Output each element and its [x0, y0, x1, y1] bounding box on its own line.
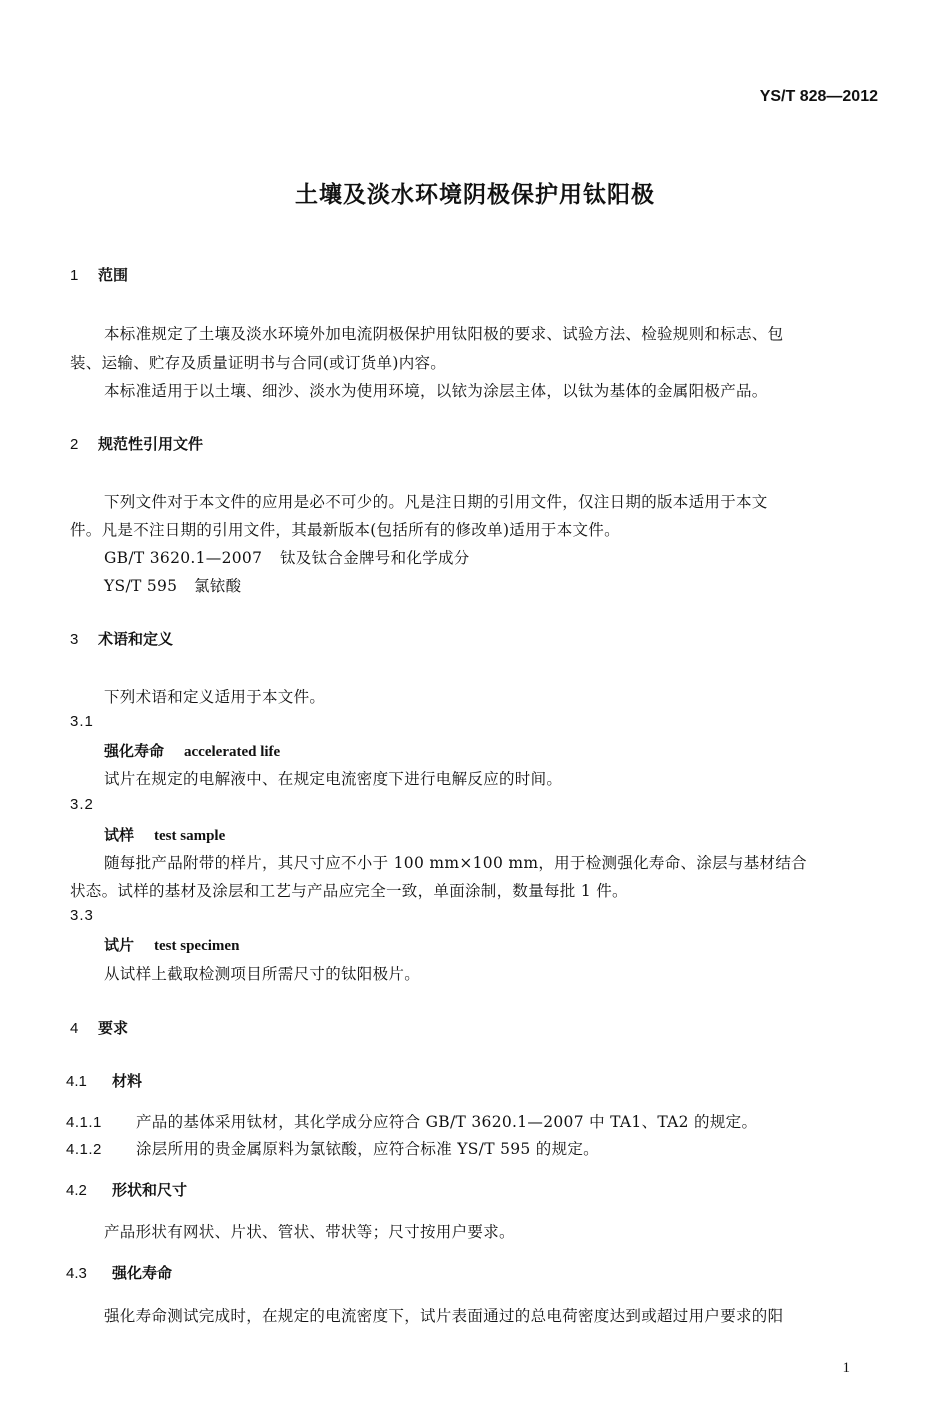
subsection-number: 4.1 [66, 1073, 87, 1090]
scope-applicability-paragraph: 本标准适用于以土壤、细沙、淡水为使用环境，以铱为涂层主体，以钛为基体的金属阳极产品。 [104, 382, 768, 400]
section-number: 3 [70, 631, 79, 648]
subsection-4-3-heading [66, 1262, 172, 1283]
reference-name: 钛及钛合金牌号和化学成分 [280, 549, 470, 567]
reference-item [104, 574, 241, 596]
normative-refs-paragraph-line: 件。凡是不注日期的引用文件，其最新版本(包括所有的修改单)适用于本文件。 [70, 521, 620, 539]
clause-number: 4.1.2 [66, 1141, 102, 1158]
section-title: 术语和定义 [98, 630, 174, 648]
subsection-number: 4.2 [66, 1182, 87, 1199]
term-entry [104, 934, 239, 955]
subsection-title: 材料 [112, 1072, 143, 1090]
reference-item [104, 546, 470, 568]
term-definition-line: 随每批产品附带的样片，其尺寸应不小于 100 mm×100 mm，用于检测强化寿命、涂层与基材结合 [104, 854, 807, 872]
term-number: 3.3 [70, 907, 94, 924]
document-title: 土壤及淡水环境阴极保护用钛阳极 [295, 182, 655, 208]
section-number: 4 [70, 1020, 79, 1037]
reference-code: GB/T 3620.1—2007 [104, 549, 263, 567]
subsection-title: 强化寿命 [112, 1264, 173, 1282]
term-english: test specimen [154, 938, 240, 954]
terms-intro: 下列术语和定义适用于本文件。 [104, 688, 326, 706]
section-title: 范围 [98, 266, 129, 284]
term-number: 3.1 [70, 713, 94, 730]
term-number: 3.2 [70, 796, 94, 813]
clause-text: 涂层所用的贵金属原料为氯铱酸，应符合标准 YS/T 595 的规定。 [136, 1140, 599, 1158]
section-3-heading [70, 628, 173, 649]
term-chinese: 强化寿命 [104, 742, 165, 760]
clause-4-1-1 [66, 1110, 757, 1132]
term-entry [104, 824, 225, 845]
section-title: 规范性引用文件 [98, 435, 204, 453]
section-4-heading [70, 1017, 128, 1038]
term-entry [104, 740, 280, 761]
subsection-4-1-heading [66, 1070, 142, 1091]
clause-4-1-2 [66, 1137, 599, 1159]
clause-text: 产品的基体采用钛材，其化学成分应符合 GB/T 3620.1—2007 中 TA1、TA2 的规定。 [136, 1113, 758, 1131]
page-number: 1 [842, 1360, 850, 1376]
term-chinese: 试样 [104, 826, 135, 844]
term-definition-line: 状态。试样的基材及涂层和工艺与产品应完全一致，单面涂制，数量每批 1 件。 [70, 882, 628, 900]
term-chinese: 试片 [104, 936, 135, 954]
term-definition: 从试样上截取检测项目所需尺寸的钛阳极片。 [104, 965, 421, 983]
section-2-heading [70, 433, 203, 454]
term-definition: 试片在规定的电解液中、在规定电流密度下进行电解反应的时间。 [104, 770, 563, 788]
scope-paragraph-line: 装、运输、贮存及质量证明书与合同(或订货单)内容。 [70, 354, 447, 372]
section-number: 2 [70, 436, 79, 453]
reference-name: 氯铱酸 [194, 577, 242, 595]
section-number: 1 [70, 267, 79, 284]
subsection-number: 4.3 [66, 1265, 87, 1282]
standard-code: YS/T 828—2012 [759, 88, 878, 105]
normative-refs-paragraph-line: 下列文件对于本文件的应用是必不可少的。凡是注日期的引用文件，仅注日期的版本适用于本文 [104, 493, 768, 511]
subsection-4-2-heading [66, 1179, 187, 1200]
term-english: test sample [154, 828, 226, 844]
subsection-title: 形状和尺寸 [112, 1181, 188, 1199]
shape-size-paragraph: 产品形状有网状、片状、管状、带状等；尺寸按用户要求。 [104, 1223, 515, 1241]
reference-code: YS/T 595 [104, 577, 178, 595]
accelerated-life-paragraph: 强化寿命测试完成时，在规定的电流密度下，试片表面通过的总电荷密度达到或超过用户要求的阳 [104, 1307, 784, 1325]
section-1-heading [70, 264, 128, 285]
section-title: 要求 [98, 1019, 129, 1037]
clause-number: 4.1.1 [66, 1114, 102, 1131]
term-english: accelerated life [184, 744, 281, 760]
scope-paragraph-line: 本标准规定了土壤及淡水环境外加电流阴极保护用钛阳极的要求、试验方法、检验规则和标志、包 [104, 325, 784, 343]
